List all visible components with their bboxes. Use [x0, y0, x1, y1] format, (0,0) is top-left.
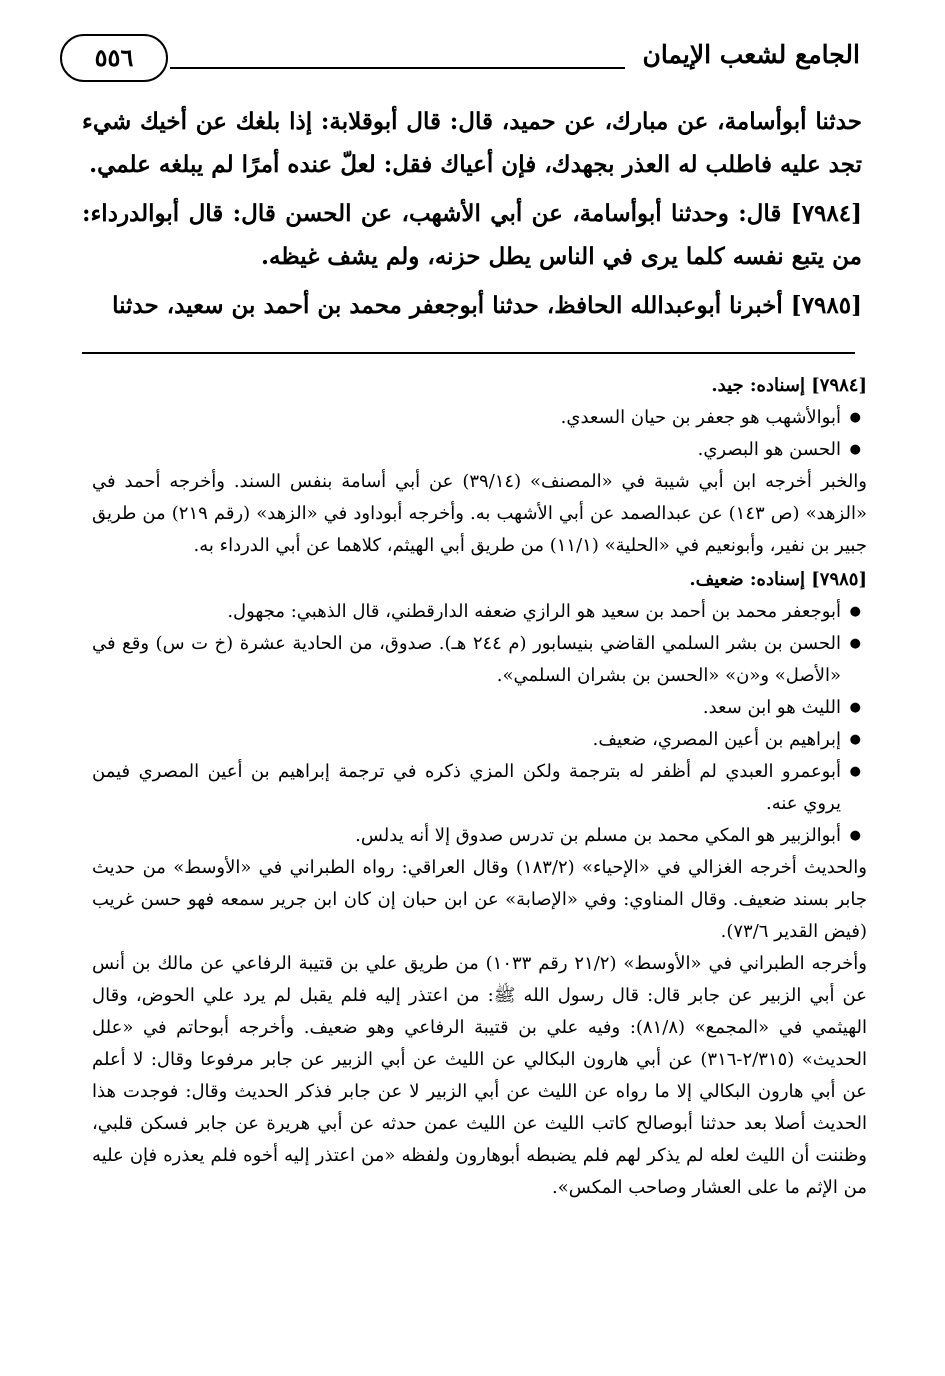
entry-7985 [82, 284, 862, 327]
note-bullet: ● أبوالأشهب هو جعفر بن حيان السعدي. [92, 402, 867, 434]
page-header [60, 30, 860, 94]
entry-text: قال: وحدثنا أبوأسامة، عن أبي الأشهب، عن الحسن قال: قال أبوالدرداء: من يتبع نفسه كلما يرى في الناس يطل حزنه، ولم يشف غيظه. [82, 200, 862, 270]
note-bullet: ● أبوجعفر محمد بن أحمد بن سعيد هو الرازي ضعفه الدارقطني، قال الذهبي: مجهول. [92, 596, 867, 628]
note-paragraph: وأخرجه الطبراني في «الأوسط» (٢١/٢ رقم ١٠٣٣) من طريق علي بن قتيبة الرفاعي عن مالك بن أنس عن أبي الزبير عن جابر قال: قال رسول الله ﷺ: من اعتذر إليه فلم يقبل لم يرد علي الحوض، وقال الهيثمي في «المجمع» (٨١/٨): وفيه علي بن قتيبة الرفاعي وهو ضعيف. وأخرجه أبوحاتم في «علل الحديث» (٢/٣١٥-٣١٦) عن أبي هارون البكالي عن الليث عن أبي الزبير عن جابر مرفوعا وقال: لا أعلم عن أبي هارون البكالي إلا ما رواه عن الليث عن أبي الزبير لا عن جابر فذكر الحديث وقال: فوجدت هذا الحديث أصلا بعد حدثنا أبوصالح كاتب الليث عن الليث عمن حدثه عن أبي هريرة عن جابر فسكن قلبي، وظننت أن الليث لعله لم يذكر لهم فلم يضبطه أبوهارون ولفظه «من اعتذر إليه أخوه فلم يعذره فإن عليه من الإثم ما على العشار وصاحب المكس». [92, 953, 868, 1198]
entry-number: [٧٩٨٤] [790, 200, 862, 227]
entry-text: أخبرنا أبوعبدالله الحافظ، حدثنا أبوجعفر محمد بن أحمد بن سعيد، حدثنا [112, 292, 783, 319]
header-rule [170, 67, 625, 69]
entry-number: [٧٩٨٥] [790, 292, 862, 319]
note-paragraph: والخبر أخرجه ابن أبي شيبة في «المصنف» (٣٩/١٤) عن أبي أسامة بنفس السند. وأخرجه أحمد في «الزهد» (ص ١٤٣) عن عبدالصمد عن أبي الأشهب به. وأخرجه أبوداود في «الزهد» (رقم ٢١٩) من طريق جبير بن نفير، وأبونعيم في «الحلية» (١١/١) من طريق أبي الهيثم، كلاهما عن أبي الدرداء به. [92, 471, 867, 556]
main-paragraph: حدثنا أبوأسامة، عن مبارك، عن حميد، قال: قال أبوقلابة: إذا بلغك عن أخيك شيء تجد عليه فاطلب له العذر بجهدك، فإن أعياك فقل: لعلّ عنده أمرًا لم يبلغه علمي. [82, 108, 862, 178]
note-heading-7984: [٧٩٨٤] إسناده: جيد. [711, 375, 867, 396]
main-text [82, 100, 862, 333]
note-heading-7985: [٧٩٨٥] إسناده: ضعيف. [689, 569, 867, 590]
note-bullet: ● الحسن هو البصري. [92, 434, 867, 466]
note-bullet: ● أبوالزبير هو المكي محمد بن مسلم بن تدرس صدوق إلا أنه يدلس. [92, 820, 867, 852]
note-bullet: ● أبوعمرو العبدي لم أظفر له بترجمة ولكن المزي ذكره في ترجمة إبراهيم بن أعين المصري فيمن يروي عنه. [92, 756, 867, 820]
note-bullet: ● الليث هو ابن سعد. [92, 692, 867, 724]
entry-7984 [82, 192, 862, 278]
book-title: الجامع لشعب الإيمان [642, 40, 860, 69]
footnote-separator [82, 352, 855, 354]
note-bullet: ● إبراهيم بن أعين المصري، ضعيف. [92, 724, 867, 756]
note-paragraph: والحديث أخرجه الغزالي في «الإحياء» (١٨٣/٢) وقال العراقي: رواه الطبراني في «الأوسط» من حديث جابر بسند ضعيف. وقال المناوي: وفي «الإصابة» عن ابن حبان إن كان ابن جرير سمعه فهو حسن غريب (فيض القدير ٧٣/٦). [92, 857, 867, 942]
footnotes [92, 370, 867, 1204]
page-number: ٥٥٦ [60, 34, 168, 82]
note-bullet: ● الحسن بن بشر السلمي القاضي بنيسابور (م ٢٤٤ هـ). صدوق، من الحادية عشرة (خ ت س) وقع في «الأصل» و«ن» «الحسن بن بشران السلمي». [92, 628, 867, 692]
